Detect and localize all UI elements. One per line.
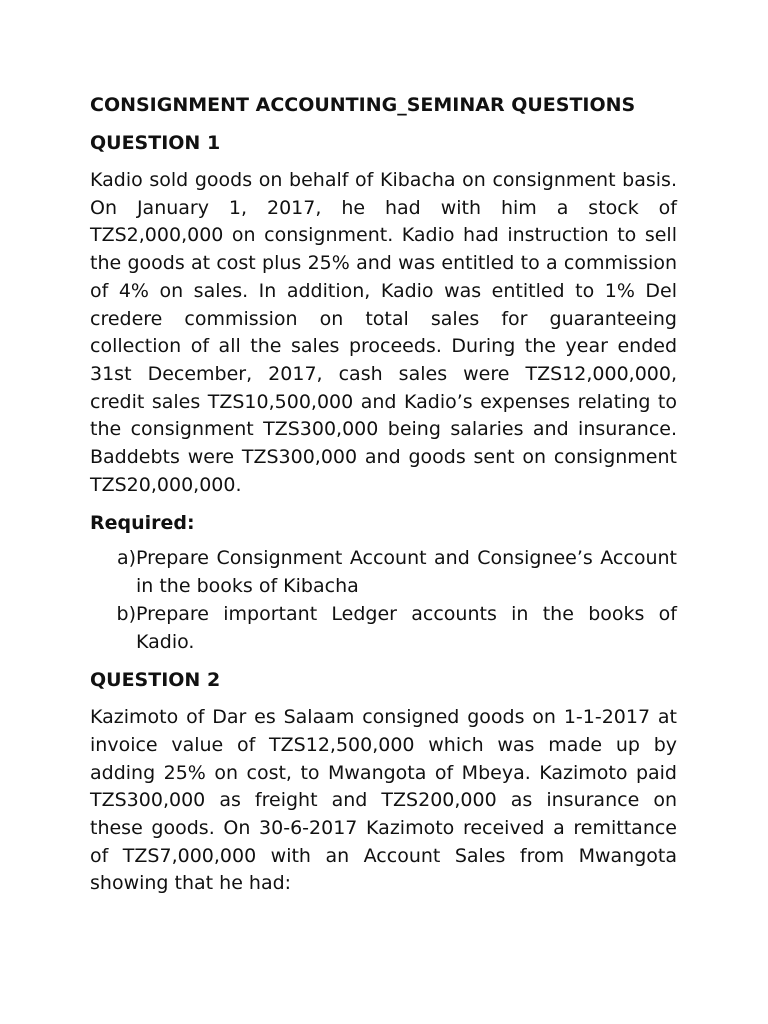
required-item-text: Prepare Consignment Account and Consignee’s Account in the books of Kibacha xyxy=(136,547,677,598)
required-item-marker: b) xyxy=(116,602,136,625)
document-title: CONSIGNMENT ACCOUNTING_SEMINAR QUESTIONS xyxy=(90,94,636,116)
required-item-a xyxy=(90,545,677,600)
required-item-marker: a) xyxy=(116,547,136,570)
question-1-body: Kadio sold goods on behalf of Kibacha on consignment basis. On January 1, 2017, he had with him a stock of TZS2,000,000 on consignment. Kadio had instruction to sell the goods at cost plus 25% and was entitled to a commission of 4% on sales. In addition, Kadio was entitled to 1% Del credere commission on total sales for guaranteeing collection of all the sales proceeds. During the year ended 31st December, 2017, cash sales were TZS12,000,000, credit sales TZS10,500,000 and Kadio’s expenses relating to the consignment TZS300,000 being salaries and insurance. Baddebts were TZS300,000 and goods sent on consignment TZS20,000,000. xyxy=(90,169,677,496)
question-2-body: Kazimoto of Dar es Salaam consigned goods on 1-1-2017 at invoice value of TZS12,500,000 which was made up by adding 25% on cost, to Mwangota of Mbeya. Kazimoto paid TZS300,000 as freight and TZS200,000 as insurance on these goods. On 30-6-2017 Kazimoto received a remittance of TZS7,000,000 with an Account Sales from Mwangota showing that he had: xyxy=(90,706,677,895)
document-page xyxy=(90,91,677,908)
required-label: Required: xyxy=(90,512,195,535)
required-item-b xyxy=(90,601,677,656)
question-2-heading: QUESTION 2 xyxy=(90,669,221,692)
required-item-text: Prepare important Ledger accounts in the books of Kadio. xyxy=(136,602,677,653)
required-list xyxy=(90,545,677,656)
question-1-heading: QUESTION 1 xyxy=(90,132,221,154)
